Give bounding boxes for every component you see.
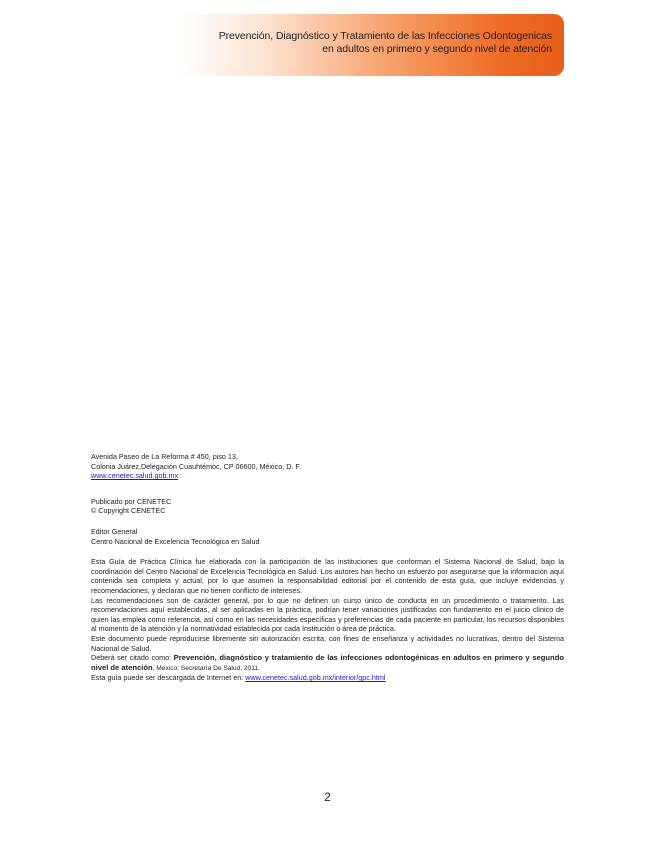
publisher-line: Publicado por CENETEC xyxy=(91,496,172,506)
recommendations-paragraph: Las recomendaciones son de carácter general, por lo que no definen un curso único de conducta en un procedimiento o tratamiento. Las recomendaciones aquí establecidas, al ser aplicadas en la práctica, podrían tener variaciones justificadas con fundamento en el juicio clínico de quien las emplea como referencia, así como en las necesidades específicas y preferencias de cada paciente en particular, los recursos disponibles al momento de la atención y la normatividad establecida por cada Institución o área de práctica. xyxy=(91,595,564,634)
download-paragraph xyxy=(91,673,564,683)
citation-prefix: Deberá ser citado como: xyxy=(91,653,174,663)
copyright-line: © Copyright CENETEC xyxy=(91,506,166,516)
title-line-1: Prevención, Diagnóstico y Tratamiento de las Infecciones Odontogenicas xyxy=(218,30,552,42)
publisher-block xyxy=(91,497,564,516)
page-number: 2 xyxy=(324,790,331,804)
header-band xyxy=(178,14,564,76)
address-line-1: Avenida Paseo de La Reforma # 450, piso 13, xyxy=(91,452,238,461)
editor-name: Centro Nacional de Excelencia Tecnológica en Salud xyxy=(91,536,260,546)
title-line-2: en adultos en primero y segundo nivel de atención xyxy=(322,43,552,55)
download-prefix: Esta guía puede ser descargada de Internet en: xyxy=(91,673,246,683)
editor-label: Editor General xyxy=(91,526,138,536)
reproduction-paragraph: Este documento puede reproducirse libremente sin autorización escrita, con fines de enseñanza y actividades no lucrativas, dentro del Sistema Nacional de Salud. xyxy=(91,633,564,653)
elaboration-paragraph: Esta Guía de Práctica Clínica fue elaborada con la participación de las instituciones que conforman el Sistema Nacional de Salud, bajo la coordinación del Centro Nacional de Excelencia Tecnológica en Salud. Los autores han hecho un esfuerzo por asegurarse que la información aquí contenida sea completa y actual, por lo que asumen la responsabilidad editorial por el contenido de esta guía, que incluye evidencias y recomendaciones, y declaran que no tienen conflicto de intereses. xyxy=(91,557,564,595)
citation-title: Prevención, diagnóstico y tratamiento de las infecciones odontogénicas en adultos en primero y segundo nivel de atención xyxy=(91,653,564,672)
credits-content xyxy=(91,452,564,683)
address-line-2: Colonia Juárez,Delegación Cuauhtémoc, CP 06600, México, D. F. xyxy=(91,461,302,471)
website-link[interactable]: www.cenetec.salud.gob.mx xyxy=(91,471,179,481)
document-title xyxy=(219,30,552,56)
editor-block xyxy=(91,527,564,546)
citation-rest: . México: Secretaría De Salud, 2011. xyxy=(152,664,260,672)
address-block xyxy=(91,452,564,481)
download-link[interactable]: www.cenetec.salud.gob.mx/interior/gpc.html xyxy=(245,673,386,683)
citation-paragraph xyxy=(91,653,564,673)
